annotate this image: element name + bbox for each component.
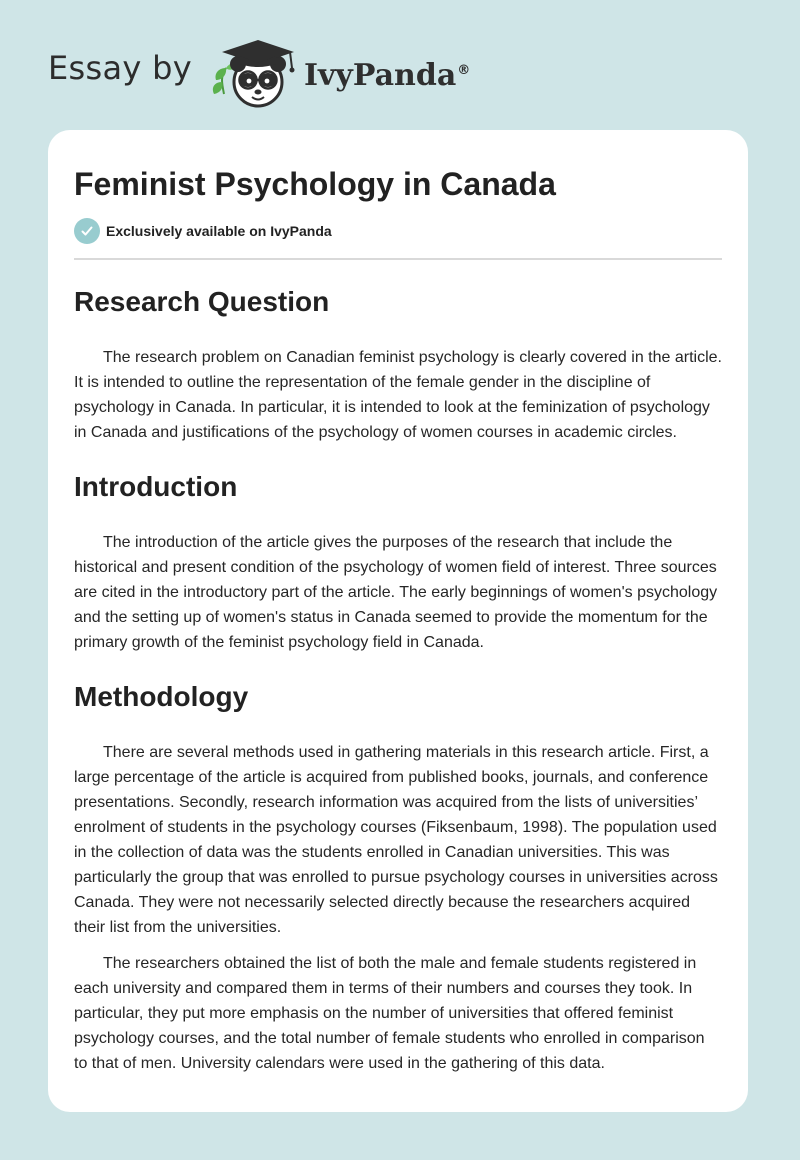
essay-card: [48, 130, 748, 1112]
section-heading: Methodology: [74, 681, 249, 712]
brand-name: IvyPanda: [303, 57, 457, 93]
site-header: [48, 32, 470, 112]
brand-logo-text[interactable]: [304, 58, 470, 93]
section-methodology: [74, 681, 722, 1076]
registered-mark: ®: [457, 62, 471, 78]
paragraph: The introduction of the article gives the purposes of the research that include the historical and present condition of the psychology of women field of interest. Three sources are cited in the introductory part of the article. The early beginnings of women's psychology and the setting up of women's status in Canada seemed to provide the momentum for the primary growth of the feminist psychology field in Canada.: [74, 534, 718, 651]
title-divider: [74, 258, 722, 260]
paragraph: There are several methods used in gathering materials in this research article. First, a large percentage of the article is acquired from published books, journals, and conference presentations. Secondly, research information was acquired from the lists of universities’ enrolment of students in the psychology courses (Fiksenbaum, 1998). The population used in the collection of data was the students enrolled in Canadian universities. This was particularly the group that was enrolled to pursue psychology courses in universities across Canada. They were not necessarily selected directly because the researchers acquired their list from the universities.: [74, 744, 718, 936]
check-circle-icon: [74, 218, 100, 244]
paragraph: The research problem on Canadian feminist psychology is clearly covered in the article. It is intended to outline the representation of the female gender in the discipline of psychology in Canada. In particular, it is intended to look at the feminization of psychology in Canada and justifications of the psychology of women courses in academic circles.: [74, 349, 722, 441]
section-research-question: [74, 286, 722, 445]
section-heading: Research Question: [74, 286, 330, 317]
essay-title: Feminist Psychology in Canada: [74, 166, 556, 202]
availability-badge: [74, 218, 722, 244]
brand-prefix: Essay by: [48, 49, 192, 87]
panda-graduate-icon: [206, 32, 302, 112]
paragraph: The researchers obtained the list of both the male and female students registered in each university and compared them in terms of their numbers and courses they took. In particular, they put more emphasis on the number of universities that offered feminist psychology courses, and the total number of female students who enrolled in comparison to that of men. University calendars were used in the gathering of this data.: [74, 955, 705, 1072]
availability-text: Exclusively available on IvyPanda: [106, 223, 332, 239]
section-heading: Introduction: [74, 471, 238, 502]
section-introduction: [74, 471, 722, 655]
